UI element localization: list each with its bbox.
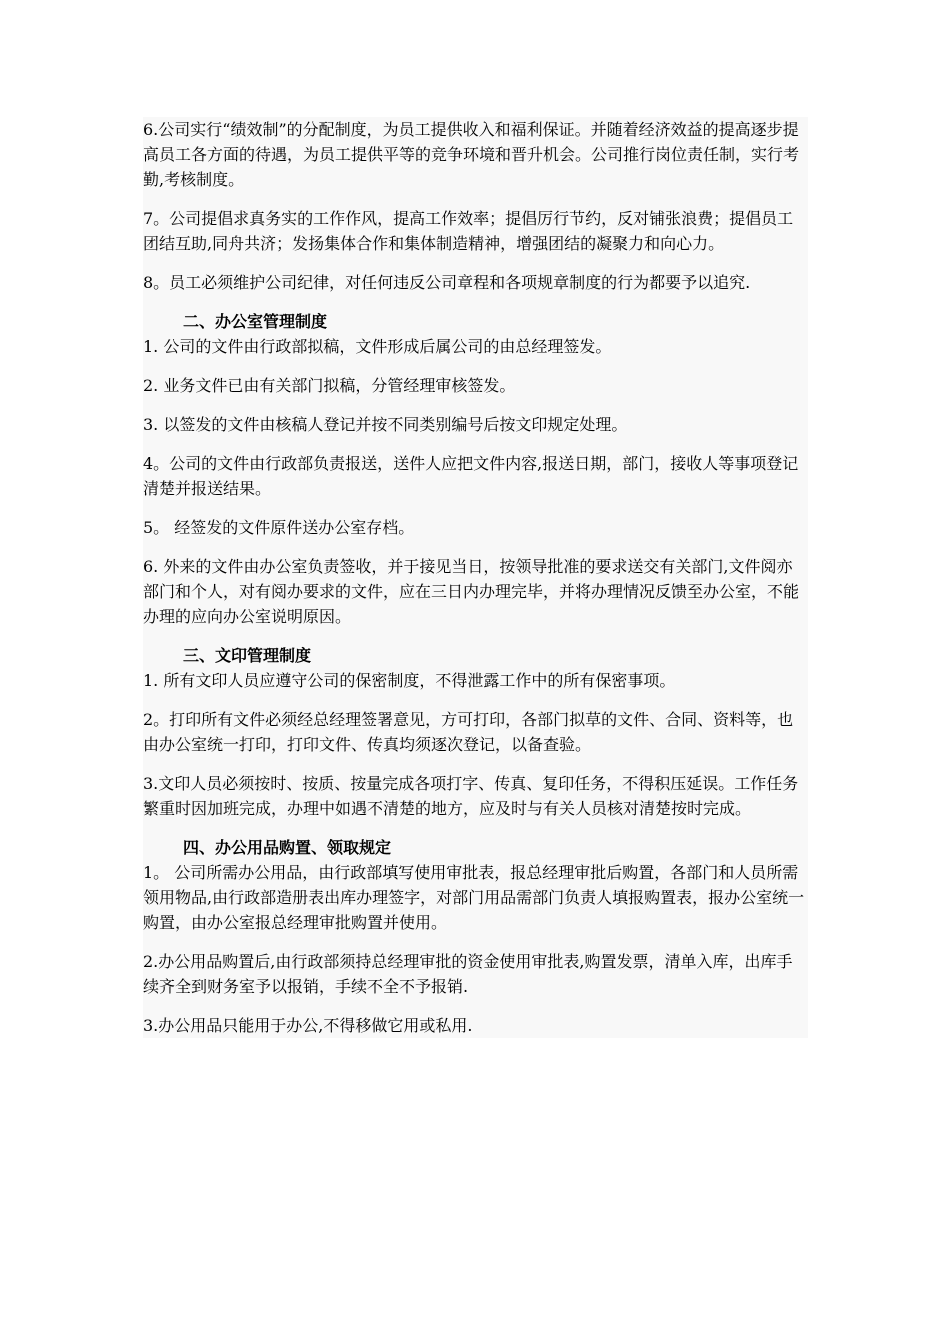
- section-heading-printing-management: 三、文印管理制度: [183, 646, 312, 665]
- office-rule-2: 2. 业务文件已由有关部门拟稿，分管经理审核签发。: [143, 376, 516, 395]
- office-rule-4: 4。公司的文件由行政部负责报送，送件人应把文件内容,报送日期，部门，接收人等事项登记清楚并报送结果。: [143, 454, 799, 498]
- printing-rule-1: 1. 所有文印人员应遵守公司的保密制度，不得泄露工作中的所有保密事项。: [143, 671, 676, 690]
- section-heading-office-supplies: 四、办公用品购置、领取规定: [183, 838, 392, 857]
- office-rule-3: 3. 以签发的文件由核稿人登记并按不同类别编号后按文印规定处理。: [143, 415, 628, 434]
- supplies-rule-3: 3.办公用品只能用于办公,不得移做它用或私用.: [143, 1016, 473, 1035]
- office-rule-5: 5。 经签发的文件原件送办公室存档。: [143, 518, 415, 537]
- supplies-rule-1: 1。 公司所需办公用品，由行政部填写使用审批表，报总经理审批后购置，各部门和人员所需领用物品,由行政部造册表出库办理签字，对部门用品需部门负责人填报购置表，报办公室统一购置，由办公室报总经理审批购置并使用。: [143, 863, 805, 932]
- office-rule-6: 6. 外来的文件由办公室负责签收，并于接见当日，按领导批准的要求送交有关部门,文件阅亦部门和个人，对有阅办要求的文件，应在三日内办理完毕，并将办理情况反馈至办公室，不能办理的应向办公室说明原因。: [143, 557, 800, 626]
- printing-rule-3: 3.文印人员必须按时、按质、按量完成各项打字、传真、复印任务，不得积压延误。工作任务繁重时因加班完成，办理中如遇不清楚的地方，应及时与有关人员核对清楚按时完成。: [143, 774, 799, 818]
- paragraph-7: 7。公司提倡求真务实的工作作风，提高工作效率；提倡厉行节约，反对铺张浪费；提倡员工团结互助,同舟共济；发扬集体合作和集体制造精神，增强团结的凝聚力和向心力。: [143, 209, 794, 253]
- paragraph-6: 6.公司实行“绩效制”的分配制度，为员工提供收入和福利保证。并随着经济效益的提高逐步提高员工各方面的待遇，为员工提供平等的竞争环境和晋升机会。公司推行岗位责任制，实行考勤,考核制度。: [143, 120, 800, 189]
- section-heading-office-management: 二、办公室管理制度: [183, 312, 328, 331]
- paragraph-8: 8。员工必须维护公司纪律，对任何违反公司章程和各项规章制度的行为都要予以追究.: [143, 273, 751, 292]
- office-rule-1: 1. 公司的文件由行政部拟稿，文件形成后属公司的由总经理签发。: [143, 337, 612, 356]
- printing-rule-2: 2。打印所有文件必须经总经理签署意见，方可打印，各部门拟草的文件、合同、资料等，也由办公室统一打印，打印文件、传真均须逐次登记，以备查验。: [143, 710, 794, 754]
- document-body: [143, 117, 808, 1038]
- supplies-rule-2: 2.办公用品购置后,由行政部须持总经理审批的资金使用审批表,购置发票，清单入库，出库手续齐全到财务室予以报销，手续不全不予报销.: [143, 952, 793, 996]
